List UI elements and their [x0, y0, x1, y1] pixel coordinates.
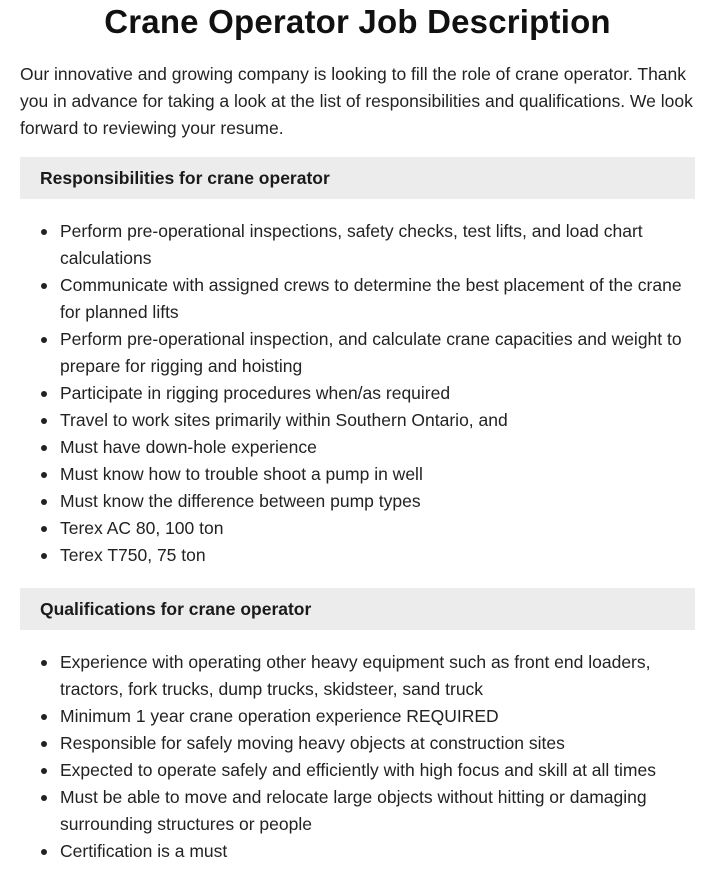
- list-item: Participate in rigging procedures when/as required: [60, 380, 695, 407]
- page-title: Crane Operator Job Description: [104, 3, 611, 40]
- list-item: Terex T750, 75 ton: [60, 542, 695, 569]
- qualifications-list: [20, 649, 695, 865]
- intro-paragraph: Our innovative and growing company is looking to fill the role of crane operator. Thank you in advance for taking a look at the list of responsibilities and qualifications. We look forward to reviewing your resume.: [20, 64, 693, 138]
- list-item: Must know the difference between pump types: [60, 488, 695, 515]
- list-item: Perform pre-operational inspection, and calculate crane capacities and weight to prepare for rigging and hoisting: [60, 326, 695, 380]
- list-item: Minimum 1 year crane operation experience REQUIRED: [60, 703, 695, 730]
- responsibilities-heading: Responsibilities for crane operator: [20, 157, 695, 199]
- list-item: Travel to work sites primarily within Southern Ontario, and: [60, 407, 695, 434]
- list-item: Experience with operating other heavy equipment such as front end loaders, tractors, fork trucks, dump trucks, skidsteer, sand truck: [60, 649, 695, 703]
- list-item: Certification is a must: [60, 838, 695, 865]
- list-item: Must know how to trouble shoot a pump in well: [60, 461, 695, 488]
- list-item: Terex AC 80, 100 ton: [60, 515, 695, 542]
- list-item: Must have down-hole experience: [60, 434, 695, 461]
- list-item: Must be able to move and relocate large objects without hitting or damaging surrounding structures or people: [60, 784, 695, 838]
- qualifications-heading: Qualifications for crane operator: [20, 588, 695, 630]
- list-item: Responsible for safely moving heavy objects at construction sites: [60, 730, 695, 757]
- list-item: Perform pre-operational inspections, safety checks, test lifts, and load chart calculations: [60, 218, 695, 272]
- list-item: Expected to operate safely and efficiently with high focus and skill at all times: [60, 757, 695, 784]
- list-item: Communicate with assigned crews to determine the best placement of the crane for planned lifts: [60, 272, 695, 326]
- responsibilities-list: [20, 218, 695, 569]
